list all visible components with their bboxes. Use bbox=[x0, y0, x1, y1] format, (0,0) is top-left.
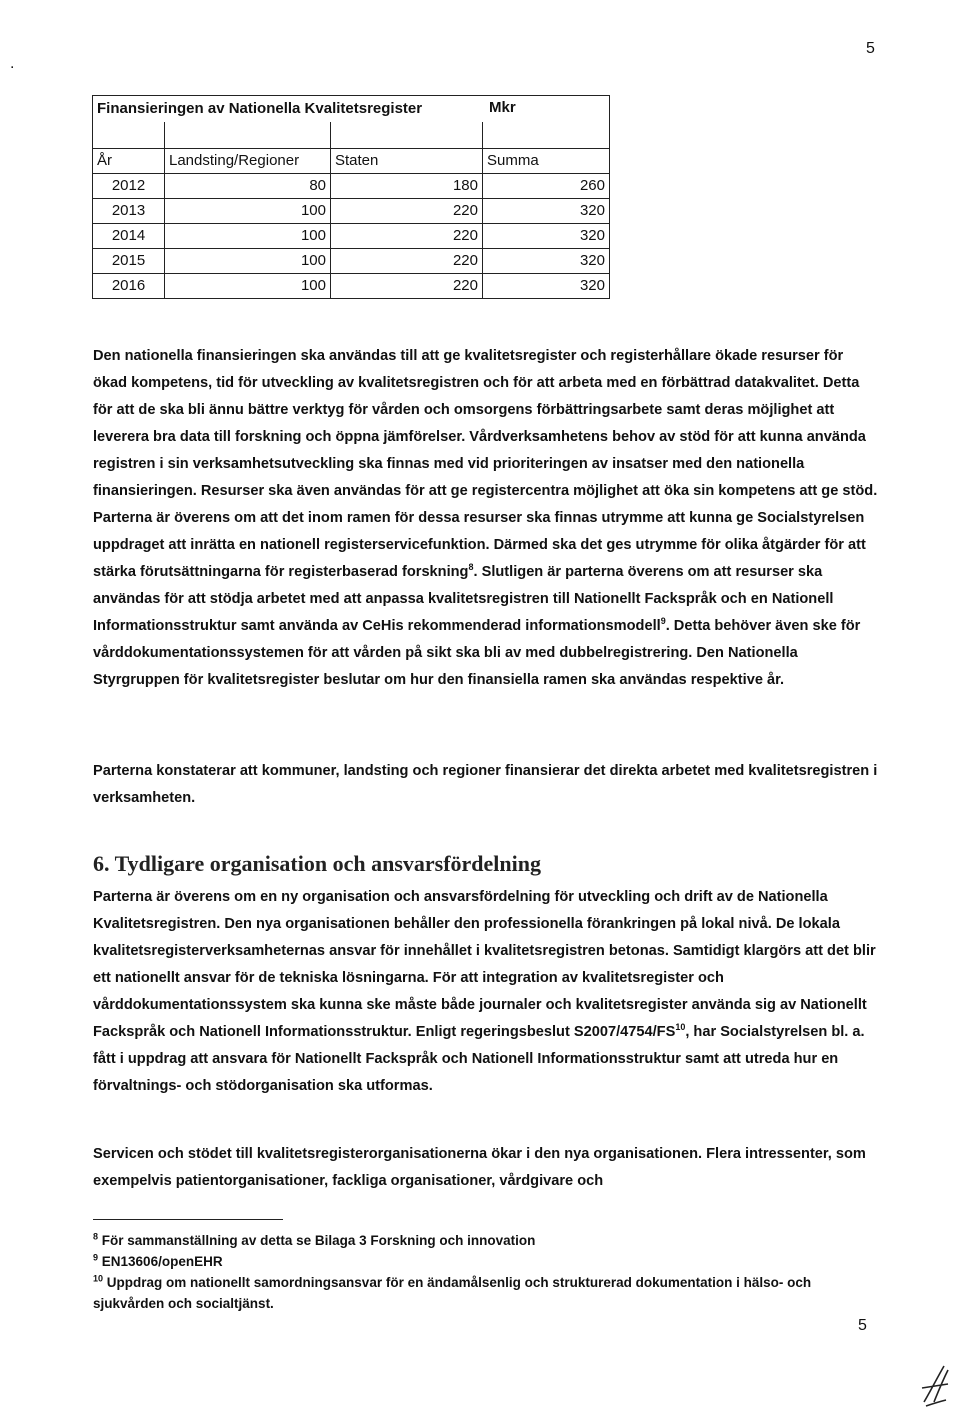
cell-year: 2015 bbox=[93, 249, 165, 274]
cell-staten: 220 bbox=[331, 274, 483, 299]
cell-summa: 320 bbox=[483, 199, 610, 224]
footnote-ref-8: 8 bbox=[468, 562, 474, 573]
cell-year: 2012 bbox=[93, 174, 165, 199]
cell-staten: 220 bbox=[331, 199, 483, 224]
cell-landsting: 100 bbox=[165, 274, 331, 299]
footnote-ref-9: 9 bbox=[660, 616, 666, 627]
header-staten: Staten bbox=[331, 149, 483, 174]
table-title-cell bbox=[93, 96, 610, 123]
table-row bbox=[93, 249, 610, 274]
cell-summa: 260 bbox=[483, 174, 610, 199]
table-row bbox=[93, 174, 610, 199]
table-row bbox=[93, 274, 610, 299]
cell-summa: 320 bbox=[483, 249, 610, 274]
paragraph-financing-use: Den nationella finansieringen ska användas till att ge kvalitetsregister och registerhållare ökade resurser för ökad kompetens, tid för utveckling av kvalitetsregistren och för att arbeta med en förbättrad datakvalitet. Detta för att de ska bli ännu bättre verktyg för vården och omsorgens förbättringsarbete samt deras möjlighet att leverera bra data till forskning och öppna jämförelser. Vårdverksamhetens behov av stöd för att kunna använda registren i sin verksamhetsutveckling ska finnas med vid prioriteringen av insatser med den nationella finansieringen. Resurser ska även användas för att ge registercentra möjlighet att öka sin kompetens att ge stöd. Parterna är överens om att det inom ramen för dessa resurser ska finnas utrymme att kunna ge Socialstyrelsen uppdraget att inrätta en nationell registerservicefunktion. Därmed ska det ges utrymme för olika åtgärder för att stärka förutsättningarna för registerbaserad forskning$^8$. Slutligen är parterna överens om att resurser ska användas för att stödja arbetet med att anpassa kvalitetsregistren till Nationellt Fackspråk och en Nationell Informationsstruktur samt använda av CeHis rekommenderad informationsmodell$^9$. Detta behöver även ske för vårddokumentationssystemen för att vården på sikt ska bli av med dubbelregistrering. Den Nationella Styrgruppen för kvalitetsregister beslutar om hur den finansiella ramen ska användas respektive år. bbox=[93, 348, 878, 688]
table-title: Finansieringen av Nationella Kvalitetsregister bbox=[97, 100, 423, 117]
paragraph-service: Servicen och stödet till kvalitetsregisterorganisationerna ökar i den nya organisationen. Flera intressenter, som exempelvis patientorganisationer, fackliga organisationer, vårdgivare och bbox=[93, 1146, 866, 1189]
cell-summa: 320 bbox=[483, 274, 610, 299]
table-row bbox=[93, 199, 610, 224]
page-number-top: 5 bbox=[866, 40, 875, 57]
paragraph-parties-note: Parterna konstaterar att kommuner, landsting och regioner finansierar det direkta arbetet med kvalitetsregistren i verksamheten. bbox=[93, 763, 878, 806]
footnote-ref-10: 10 bbox=[675, 1022, 686, 1033]
stray-dot: . bbox=[10, 55, 15, 72]
table-row bbox=[93, 224, 610, 249]
cell-year: 2014 bbox=[93, 224, 165, 249]
cell-landsting: 100 bbox=[165, 249, 331, 274]
table-title-row bbox=[93, 96, 610, 123]
cell-landsting: 80 bbox=[165, 174, 331, 199]
section-heading: 6. Tydligare organisation och ansvarsfördelning bbox=[93, 851, 541, 876]
header-landsting: Landsting/Regioner bbox=[165, 149, 331, 174]
footnote: $^9$ EN13606/openEHR bbox=[93, 1252, 223, 1269]
cell-year: 2016 bbox=[93, 274, 165, 299]
financing-table bbox=[92, 95, 610, 299]
cell-year: 2013 bbox=[93, 199, 165, 224]
cell-staten: 180 bbox=[331, 174, 483, 199]
cell-landsting: 100 bbox=[165, 199, 331, 224]
header-summa: Summa bbox=[483, 149, 610, 174]
signature-mark bbox=[918, 1362, 952, 1408]
page-number-bottom: 5 bbox=[858, 1317, 867, 1334]
cell-summa: 320 bbox=[483, 224, 610, 249]
footnotes bbox=[93, 1230, 883, 1314]
table-unit: Mkr bbox=[489, 99, 516, 116]
header-year: År bbox=[93, 149, 165, 174]
table-header-row bbox=[93, 149, 610, 174]
table-blank-row bbox=[93, 122, 610, 149]
footnote: $^{10}$ Uppdrag om nationellt samordningsansvar för en ändamålsenlig och strukturerad dokumentation i hälso- och sjukvården och socialtjänst. bbox=[93, 1273, 812, 1311]
footnote-divider bbox=[93, 1219, 283, 1220]
paragraph-organisation: Parterna är överens om en ny organisation och ansvarsfördelning för utveckling och drift av de Nationella Kvalitetsregistren. Den nya organisationen behåller den professionella förankringen på lokal nivå. De lokala kvalitetsregisterverksamheternas ansvar för innehållet i kvalitetsregistren betonas. Samtidigt klargörs att det blir ett nationellt ansvar för de tekniska lösningarna. För att integration av kvalitetsregister och vårddokumentationssystem ska kunna ske måste både journaler och kvalitetsregister använda sig av Nationellt Fackspråk och Nationell Informationsstruktur. Enligt regeringsbeslut S2007/4754/FS$^{10}$, har Socialstyrelsen bl. a. fått i uppdrag att ansvara för Nationellt Fackspråk och Nationell Informationsstruktur samt att utreda hur en förvaltnings- och stödorganisation ska utformas. bbox=[93, 889, 876, 1094]
cell-staten: 220 bbox=[331, 249, 483, 274]
footnote: $^8$ För sammanställning av detta se Bilaga 3 Forskning och innovation bbox=[93, 1231, 536, 1248]
cell-landsting: 100 bbox=[165, 224, 331, 249]
cell-staten: 220 bbox=[331, 224, 483, 249]
